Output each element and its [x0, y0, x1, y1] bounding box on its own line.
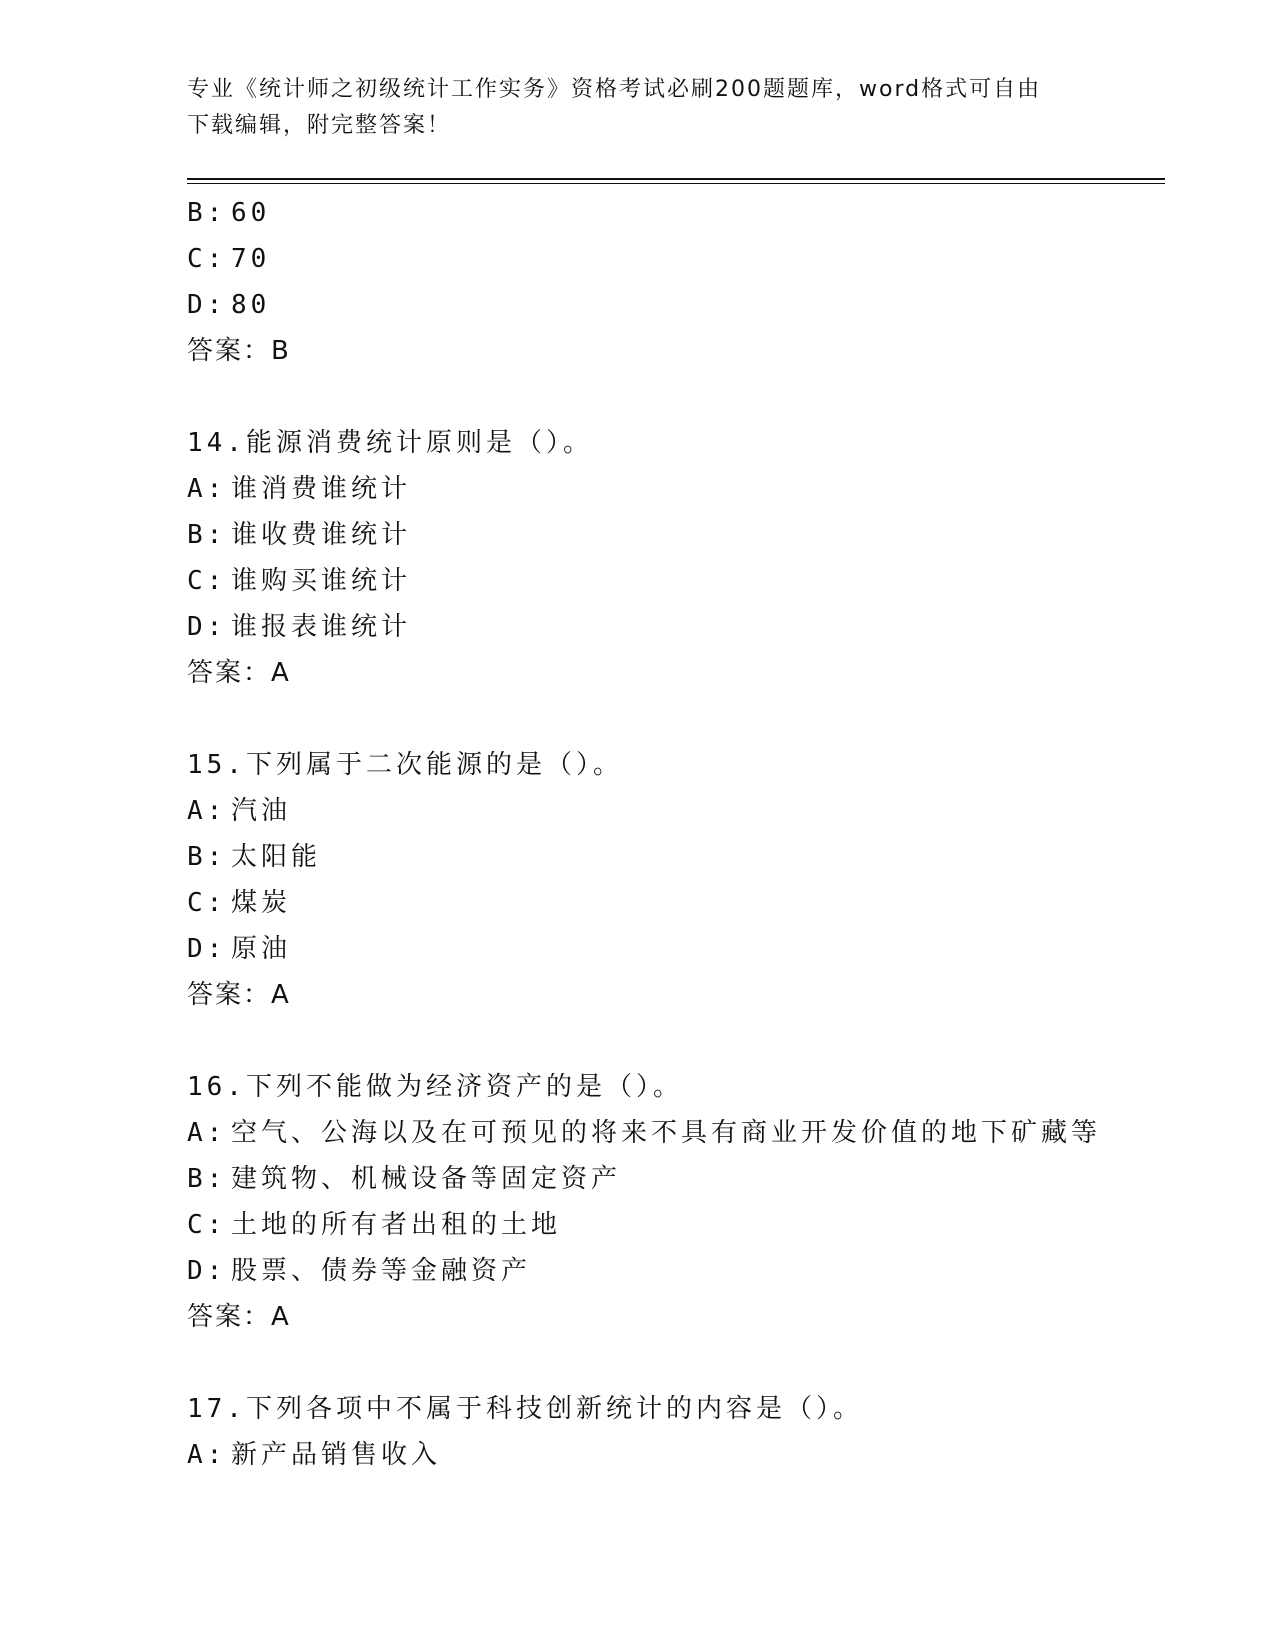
question-16: [187, 1064, 1187, 1340]
option-c: C: 土地的所有者出租的土地: [187, 1210, 562, 1240]
header-line-1: 专业《统计师之初级统计工作实务》资格考试必刷200题题库，word格式可自由: [187, 77, 1042, 102]
answer-line: 答案：B: [187, 336, 291, 366]
option-c: C: 煤炭: [187, 888, 292, 918]
header-rule-thick: [187, 178, 1165, 180]
answer-line: 答案：A: [187, 658, 291, 688]
option-a: A: 谁消费谁统计: [187, 474, 412, 504]
header-rule-thin: [187, 183, 1165, 184]
option-b: B: 60: [187, 198, 271, 228]
option-c: C: 70: [187, 244, 271, 274]
question-stem: 14.能源消费统计原则是（）。: [187, 428, 593, 458]
spacer: [187, 374, 1187, 420]
question-14: [187, 420, 1187, 696]
spacer: [187, 696, 1187, 742]
option-d: D: 股票、债券等金融资产: [187, 1256, 532, 1286]
question-stem: 17.下列各项中不属于科技创新统计的内容是（）。: [187, 1394, 863, 1424]
option-b: B: 建筑物、机械设备等固定资产: [187, 1164, 622, 1194]
option-a: A: 汽油: [187, 796, 292, 826]
option-c: C: 谁购买谁统计: [187, 566, 412, 596]
question-stem: 15.下列属于二次能源的是（）。: [187, 750, 623, 780]
question-list: [187, 190, 1187, 1478]
header-line-2: 下载编辑，附完整答案！: [187, 113, 452, 138]
spacer: [187, 1018, 1187, 1064]
option-a: A: 空气、公海以及在可预见的将来不具有商业开发价值的地下矿藏等: [187, 1118, 1102, 1148]
answer-line: 答案：A: [187, 1302, 291, 1332]
document-header: [187, 72, 1067, 144]
question-stem: 16.下列不能做为经济资产的是（）。: [187, 1072, 683, 1102]
option-d: D: 谁报表谁统计: [187, 612, 412, 642]
option-b: B: 太阳能: [187, 842, 322, 872]
question-13-tail: [187, 190, 1187, 374]
option-d: D: 原油: [187, 934, 292, 964]
option-d: D: 80: [187, 290, 271, 320]
question-15: [187, 742, 1187, 1018]
spacer: [187, 1340, 1187, 1386]
option-b: B: 谁收费谁统计: [187, 520, 412, 550]
option-a: A: 新产品销售收入: [187, 1440, 442, 1470]
question-17: [187, 1386, 1187, 1478]
answer-line: 答案：A: [187, 980, 291, 1010]
